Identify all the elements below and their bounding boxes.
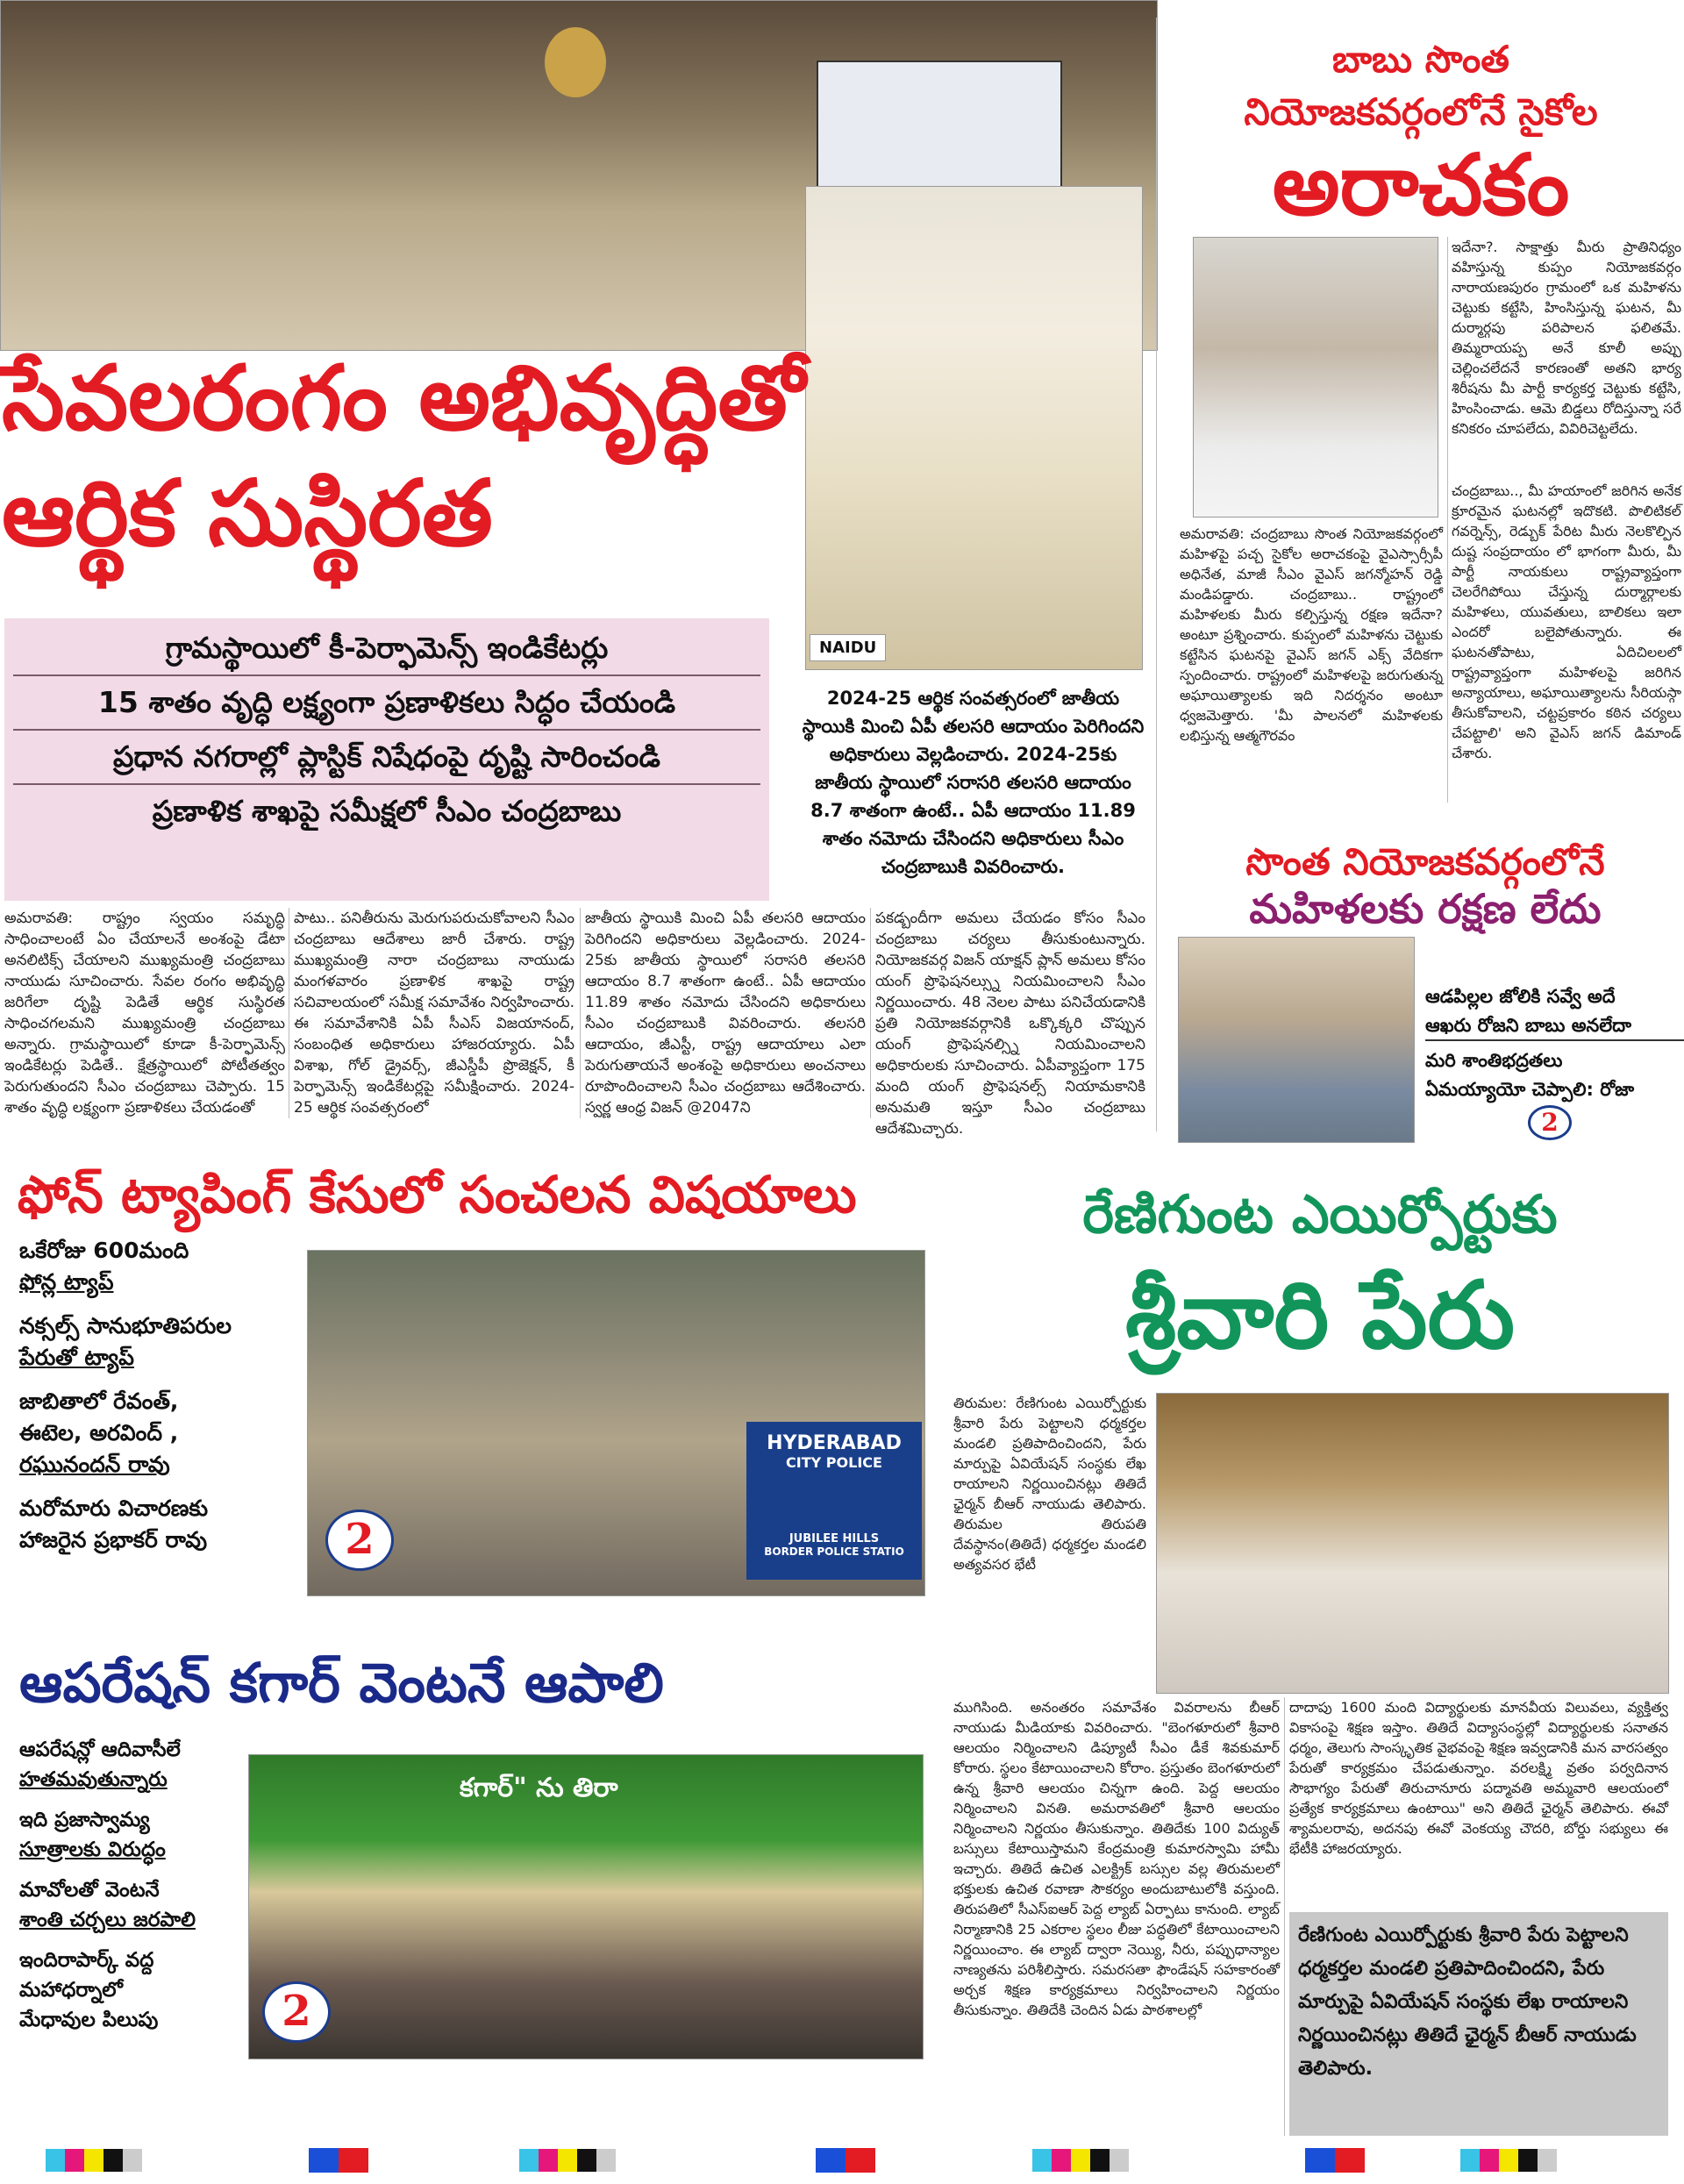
roja-headline-2: మహిళలకు రక్షణ లేదు — [1249, 885, 1602, 932]
sakshi-2-logo — [262, 1981, 331, 2043]
jagan-body-col-2b: చంద్రబాబు.., మీ హయాంలో జరిగిన అనేక క్రూరమైన ఘటనల్లో ఇదొకటి. పొలిటికల్ గవర్నెన్స్, రెడ్బుక్ పేరిట మీరు నెలకొల్పిన దుష్ట సంప్రదాయం లో భాగంగా మీరు, మీ పార్టీ నాయకులు రాష్ట్రవ్యాప్తంగా చెలరేగిపోయి చేస్తున్న దుర్మార్గాలకు మహిళలు, యువతులు, బాలికలు ఇలా ఎందరో బలైపోతున్నారు. ఈ ఘటనతోపాటు, ఏదిచిలలలో రాష్ట్రవ్యాప్తంగా మహిళలపై జరిగిన అన్యాయాలు, అఘాయిత్యాలను సీరియస్గా తీసుకోవాలని, చట్టప్రకారం కఠిన చర్యలు చేపట్టాలి' అని వైఎస్ జగన్ డిమాండ్ చేశారు. — [1452, 482, 1681, 761]
state-emblem — [545, 27, 606, 97]
subhead-1: గ్రామస్థాయిలో కీ-పెర్ఫామెన్స్ ఇండికేటర్లు — [13, 622, 760, 676]
logo-numeral: 2 — [1541, 1108, 1559, 1137]
phone-points — [19, 1235, 309, 1556]
lead-body-col-2: పాటు.. పనితీరును మెరుగుపరుచుకోవాలని సీఎం చంద్రబాబు ఆదేశాలు జారీ చేశారు. రాష్ట్ర ముఖ్యమంత్రి నారా చంద్రబాబు నాయుడు మంగళవారం ప్రణాళిక శాఖపై రాష్ట్ర సచివాలయంలో సమీక్ష సమావేశం నిర్వహించారు. ఈ సమావేశానికి ఏపీ సీఎస్ విజయానంద్, సంబంధిత అధికారులు హాజరయ్యారు. ఏపీ విశాఖ, గోల్ డ్రైవర్స్, జీఎస్డీపీ ప్రొజెక్షన్, కీ పెర్ఫామెన్స్ ఇండికేటర్లపై సమీక్షించారు. 2024-25 ఆర్థిక సంవత్సరంలో — [294, 910, 574, 1117]
renigunta-summary-box — [1289, 1912, 1668, 2136]
subhead-3: ప్రధాన నగరాల్లో ప్లాస్టిక్ నిషేధంపై దృష్టి సారించండి — [13, 731, 760, 785]
phone-point-2-line-1: నక్సల్స్ సానుభూతిపరుల — [19, 1313, 232, 1338]
registration-pill — [1305, 2148, 1365, 2173]
column-divider — [1284, 1697, 1285, 2136]
subhead-2: 15 శాతం వృద్ధి లక్ష్యంగా ప్రణాళికలు సిద్ధం చేయండి — [13, 676, 760, 731]
renigunta-body-narrow: తిరుమల: రేణిగుంట ఎయిర్పోర్టుకు శ్రీవారి పేరు పెట్టాలని ధర్మకర్తల మండలి ప్రతిపాదించిందని, పేరు మార్పుపై ఏవియేషన్ సంస్థకు లేఖ రాయాలని నిర్ణయించినట్లు తితిదే ఛైర్మన్ బీఆర్ నాయుడు తెలిపారు. తిరుమల తిరుపతి దేవస్థానం(తితిదే) ధర్మకర్తల మండలి అత్యవసర భేటీ — [953, 1395, 1146, 1573]
column-divider — [870, 908, 871, 1118]
kagar-point-4 — [19, 1945, 256, 2035]
dharna-banner-text: కగార్" ను తిరా — [460, 1773, 618, 1803]
phone-point-2 — [19, 1310, 309, 1374]
jagan-kicker-1: బాబు సొంత — [1332, 38, 1509, 81]
hyderabad-police-sign — [746, 1422, 922, 1580]
jagan-body-col-2a: ఇదేనా?. సాక్షాత్తు మీరు ప్రాతినిధ్యం వహిస్తున్న కుప్పం నియోజకవర్గం నారాయణపురం గ్రామంలో ఒక మహిళను చెట్టుకు కట్టేసి, హింసిస్తున్న ఘటన, మీ దుర్మార్గపు పరిపాలన ఫలితమే. తిమ్మరాయప్ప అనే కూలీ అప్పు చెల్లించలేదనే కారణంతో అతని భార్య శిరీషను మీ పార్టీ కార్యకర్త చెట్టుకు కట్టేసి, హింసించాడు. ఆమె బిడ్డలు రోదిస్తున్నా సరే కనికరం చూపలేదు, వివిరిచెట్టలేదు. — [1452, 239, 1681, 437]
lead-photo-caption: 2024-25 ఆర్థిక సంవత్సరంలో జాతీయ స్థాయికి మించి ఏపీ తలసరి ఆదాయం పెరిగిందని అధికారులు వెల్లడించారు. 2024-25కు జాతీయ స్థాయిలో సరాసరి తలసరి ఆదాయం 8.7 శాతంగా ఉంటే.. ఏపీ ఆదాయం 11.89 శాతం నమోదు చేసిందని అధికారులు సీఎం చంద్రబాబుకి వివరించారు. — [802, 688, 1145, 877]
kagar-point-1-line-1: ఆపరేషన్లో ఆదివాసీలే — [19, 1738, 181, 1761]
phone-point-4 — [19, 1493, 309, 1556]
lead-subheads — [4, 618, 769, 901]
color-registration-bar — [519, 2149, 616, 2172]
phone-point-3 — [19, 1386, 309, 1481]
roja-photo — [1178, 937, 1415, 1143]
kagar-point-4-line-3: మేధావుల పిలుపు — [19, 2009, 159, 2031]
kagar-point-2-line-2: సూత్రాలకు విరుద్ధం — [19, 1838, 166, 1861]
sakshi-2-logo — [1528, 1105, 1572, 1140]
kagar-point-1-line-2: హతమవుతున్నారు — [19, 1768, 168, 1791]
phone-point-2-line-2: పేరుతో ట్యాప్ — [19, 1345, 134, 1370]
subhead-4: ప్రణాళిక శాఖపై సమీక్షలో సీఎం చంద్రబాబు — [152, 794, 622, 828]
renigunta-body-right: దాదాపు 1600 మంది విద్యార్థులకు మానవీయ విలువలు, వ్యక్తిత్వ వికాసంపై శిక్షణ ఇస్తాం. తితిదే విద్యాసంస్థల్లో విద్యార్థులకు సనాతన ధర్మం, తెలుగు సాంస్కృతిక వైభవంపై శిక్షణ ఇవ్వడానికి మన వారసత్వం పేరుతో కార్యక్రమం చేపడుతున్నాం. వరలక్ష్మి వ్రతం పర్వదినాన సౌభాగ్యం పేరుతో తిరుచానూరు పద్మావతి అమ్మవారి ఆలయంలో ప్రత్యేక కార్యక్రమాలు ఉంటాయి" అని తితిదే ఛైర్మన్ తెలిపారు. ఈవో శ్యామలరావు, అదనపు ఈవో వెంకయ్య చౌదరి, బోర్డు సభ్యులు ఈ భేటీకి హాజరయ్యారు. — [1289, 1699, 1668, 1857]
dharna-photo — [248, 1754, 924, 2059]
phone-point-3-line-3: రఘునందన్ రావు — [19, 1452, 170, 1477]
kagar-point-4-line-1: ఇందిరాపార్క్ వద్ద — [19, 1949, 154, 1972]
renigunta-headline-2: శ్రీవారి పేరు — [1124, 1261, 1516, 1369]
phone-point-1-line-2: ఫోన్ల ట్యాప్ — [19, 1269, 114, 1295]
jagan-body-col-1: అమరావతి: చంద్రబాబు సొంత నియోజకవర్గంలో మహిళపై పచ్చ సైకోల అరాచకంపై వైఎస్సార్సీపీ అధినేత, మాజీ సీఎం వైఎస్ జగన్మోహన్ రెడ్డి మండిపడ్డారు. చంద్రబాబు.. రాష్ట్రంలో మహిళలకు మీరు కల్పిస్తున్న రక్షణ ఇదేనా? అంటూ ప్రశ్నించారు. కుప్పంలో మహిళను చెట్టుకు కట్టేసిన ఘటనపై వైఎస్ జగన్ ఎక్స్ వేదికగా స్పందించారు. రాష్ట్రంలో మహిళలపై జరుగుతున్న అఘాయిత్యాలకు ఇది నిదర్శనం అంటూ ధ్వజమెత్తారు. 'మీ పాలనలో మహిళలకు లభిస్తున్న ఆత్మగౌరవం — [1180, 525, 1443, 744]
kagar-points — [19, 1735, 256, 2035]
lead-body-col-1: అమరావతి: రాష్ట్రం స్వయం సమృద్ధి సాధించాలంటే ఏం చేయాలనే అంశంపై డేటా అనలిటిక్స్ చేయాలని ముఖ్యమంత్రి చంద్రబాబు నాయుడు సూచించారు. సేవల రంగం అభివృద్ధి జరిగేలా దృష్టి పెడితే ఆర్థిక సుస్థిరత సాధించగలమని ముఖ్యమంత్రి చంద్రబాబు అన్నారు. గ్రామస్థాయిలో కూడా కీ-పెర్ఫామెన్స్ ఇండికేటర్లు పెడితే.. క్షేత్రస్థాయిలో పోటీతత్వం పెరుగుతుందని సీఎం చంద్రబాబు చెప్పారు. 15 శాతం వృద్ధి లక్ష్యంగా ప్రణాళికలు చేయడంతో — [4, 910, 285, 1117]
renigunta-headline-1: రేణిగుంట ఎయిర్పోర్టుకు — [1082, 1184, 1558, 1245]
kagar-point-1 — [19, 1735, 256, 1795]
phone-point-4-line-2: హాజరైన ప్రభాకర్ రావు — [19, 1527, 208, 1552]
roja-quote-1: ఆడపిల్లల జోలికి సవ్వే అదే — [1425, 986, 1616, 1007]
kagar-point-3 — [19, 1875, 256, 1935]
registration-pill — [309, 2148, 368, 2173]
roja-quote-2: ఆఖరు రోజని బాబు అనలేదా — [1425, 1011, 1684, 1041]
sign-text-1: HYDERABAD — [767, 1432, 902, 1454]
registration-pill — [816, 2148, 875, 2173]
column-divider — [580, 908, 581, 1118]
sign-text-4: BORDER POLICE STATIO — [764, 1545, 904, 1558]
kagar-point-4-line-2: మహాధర్నాలో — [19, 1979, 123, 2002]
column-divider — [1447, 237, 1448, 803]
kagar-point-2 — [19, 1805, 256, 1865]
cm-portrait-photo — [805, 186, 1143, 670]
phone-point-3-line-1: జాబితాలో రేవంత్, — [19, 1388, 179, 1414]
presentation-screen — [817, 61, 1062, 192]
color-registration-bar — [46, 2149, 142, 2172]
kagar-point-3-line-1: మావోలతో వెంటనే — [19, 1879, 160, 1902]
nameplate: NAIDU — [810, 634, 886, 661]
lead-headline-line-2: ఆర్థిక సుస్థిరత — [2, 460, 493, 567]
roja-quote-4: ఏమయ్యాయో చెప్పాలి: రోజా — [1425, 1079, 1635, 1100]
phone-point-1-line-1: ఒకేరోజు 600మంది — [19, 1238, 189, 1263]
phone-headline: ఫోన్ ట్యాపింగ్ కేసులో సంచలన విషయాలు — [18, 1165, 857, 1224]
column-divider — [1156, 18, 1157, 1131]
color-registration-bar — [1032, 2149, 1129, 2172]
phone-point-3-line-2: ఈటెల, అరవింద్ , — [19, 1420, 179, 1445]
lead-body-col-3: జాతీయ స్థాయికి మించి ఏపీ తలసరి ఆదాయం పెరిగిందని అధికారులు వెల్లడించారు. 2024-25కు జాతీయ స్థాయిలో సరాసరి తలసరి ఆదాయం 8.7 శాతంగా ఉంటే.. ఏపీ ఆదాయం 11.89 శాతం నమోదు చేసిందని అధికారులు సీఎం చంద్రబాబుకి వివరించారు. తలసరి ఆదాయం, జీఎస్టీ, రాష్ట్ర ఆదాయాలు ఎలా పెరుగుతాయనే అంశంపై అధికారులు అంచనాలు రూపొందించాలని సీఎం చంద్రబాబు ఆదేశించారు. స్వర్ణ ఆంధ్ర విజన్ @2047ని — [585, 910, 866, 1117]
kagar-point-3-line-2: శాంతి చర్చలు జరపాలి — [19, 1909, 196, 1931]
lead-body-col-4: పకడ్బందీగా అమలు చేయడం కోసం సీఎం చంద్రబాబు చర్యలు తీసుకుంటున్నారు. నియోజకవర్గ విజన్ యాక్షన్ ప్లాన్ అమలు కోసం యంగ్ ప్రొఫెషనల్స్ను నియమించాలని సీఎం నిర్ణయించారు. 48 నెలల పాటు పనిచేయడానికి ప్రతి నియోజకవర్గానికి ఒక్కొక్కరి చొప్పున యంగ్ ప్రొఫెషనల్స్ని నియమించాలని అధికారులకు సూచించారు. ఏపీవ్యాప్తంగా 175 మంది యంగ్ ప్రొఫెషనల్స్ నియామకానికి అనుమతి ఇస్తూ సీఎం చంద్రబాబు ఆదేశమిచ్చారు. — [875, 910, 1145, 1138]
roja-quote-3: మరి శాంతిభద్రతలు — [1425, 1050, 1563, 1071]
sign-text-3: JUBILEE HILLS — [788, 1532, 880, 1545]
renigunta-summary-text: రేణిగుంట ఎయిర్పోర్టుకు శ్రీవారి పేరు పెట్టాలని ధర్మకర్తల మండలి ప్రతిపాదించిందని, పేరు మార్పుపై ఏవియేషన్ సంస్థకు లేఖ రాయాలని నిర్ణయించినట్లు తితిదే ఛైర్మన్ బీఆర్ నాయుడు తెలిపారు. — [1298, 1924, 1637, 2080]
press-meet-photo — [1156, 1393, 1669, 1694]
phone-point-1 — [19, 1235, 309, 1298]
lead-headline-line-1: సేవలరంగం అభివృద్ధితో — [2, 346, 805, 451]
renigunta-body-main: ముగిసింది. అనంతరం సమావేశం వివరాలను బీఆర్ నాయుడు మీడియాకు వివరించారు. "బెంగళూరులో శ్రీవారి ఆలయం నిర్మించాలని డిప్యూటీ సీఎం డీకే శివకుమార్ కోరారు. స్థలం కేటాయించాలని కోరాం. ప్రస్తుతం బెంగళూరులో ఉన్న శ్రీవారి ఆలయం చిన్నగా ఉంది. పెద్ద ఆలయం నిర్మించాలని వినతి. అమరావతిలో శ్రీవారి ఆలయం నిర్మించాలని నిర్ణయం తీసుకున్నాం. తితిదేకు 100 విద్యుత్ బస్సులు కేటాయిస్తామని కేంద్రమంత్రి కుమారస్వామి హామీ ఇచ్చారు. తితిదే ఉచిత ఎలక్ట్రిక్ బస్సుల వల్ల తిరుమలలో భక్తులకు ఉచిత రవాణా సౌకర్యం అందుబాటులోకి వస్తుంది. తిరుపతిలో సీఎస్ఐఆర్ పెద్ద ల్యాబ్ ఏర్పాటు కానుంది. ల్యాబ్ నిర్మాణానికి 25 ఎకరాల స్థలం లీజు పద్ధతిలో కేటాయించాలని నిర్ణయించాం. ఈ ల్యాబ్ ద్వారా నెయ్యి, నీరు, పప్పుధాన్యాల నాణ్యతను పరిశీలిస్తారు. సమరసతా ఫౌండేషన్ సహకారంతో అర్చక శిక్షణ కార్యక్రమాలు నిర్వహించాలని నిర్ణయం తీసుకున్నాం. తితిదేకి చెందిన ఏడు పాఠశాలల్లో — [953, 1699, 1280, 2018]
kagar-point-2-line-1: ఇది ప్రజాస్వామ్య — [19, 1809, 150, 1831]
sign-text-2: CITY POLICE — [786, 1454, 882, 1471]
jagan-headline: అరాచకం — [1272, 136, 1570, 234]
police-crowd-photo — [307, 1250, 925, 1596]
jagan-kicker-2: నియోజకవర్గంలోనే సైకోల — [1244, 90, 1598, 133]
logo-numeral: 2 — [282, 1987, 311, 2036]
sakshi-2-logo — [325, 1510, 394, 1571]
kagar-headline: ఆపరేషన్ కగార్ వెంటనే ఆపాలి — [19, 1651, 664, 1715]
color-registration-bar — [1460, 2149, 1557, 2172]
logo-numeral: 2 — [345, 1515, 375, 1564]
phone-point-4-line-1: మరోమారు విచారణకు — [19, 1495, 209, 1521]
roja-headline-1: సొంత నియోజకవర్గంలోనే — [1245, 840, 1605, 883]
jagan-portrait-photo — [1193, 237, 1438, 517]
